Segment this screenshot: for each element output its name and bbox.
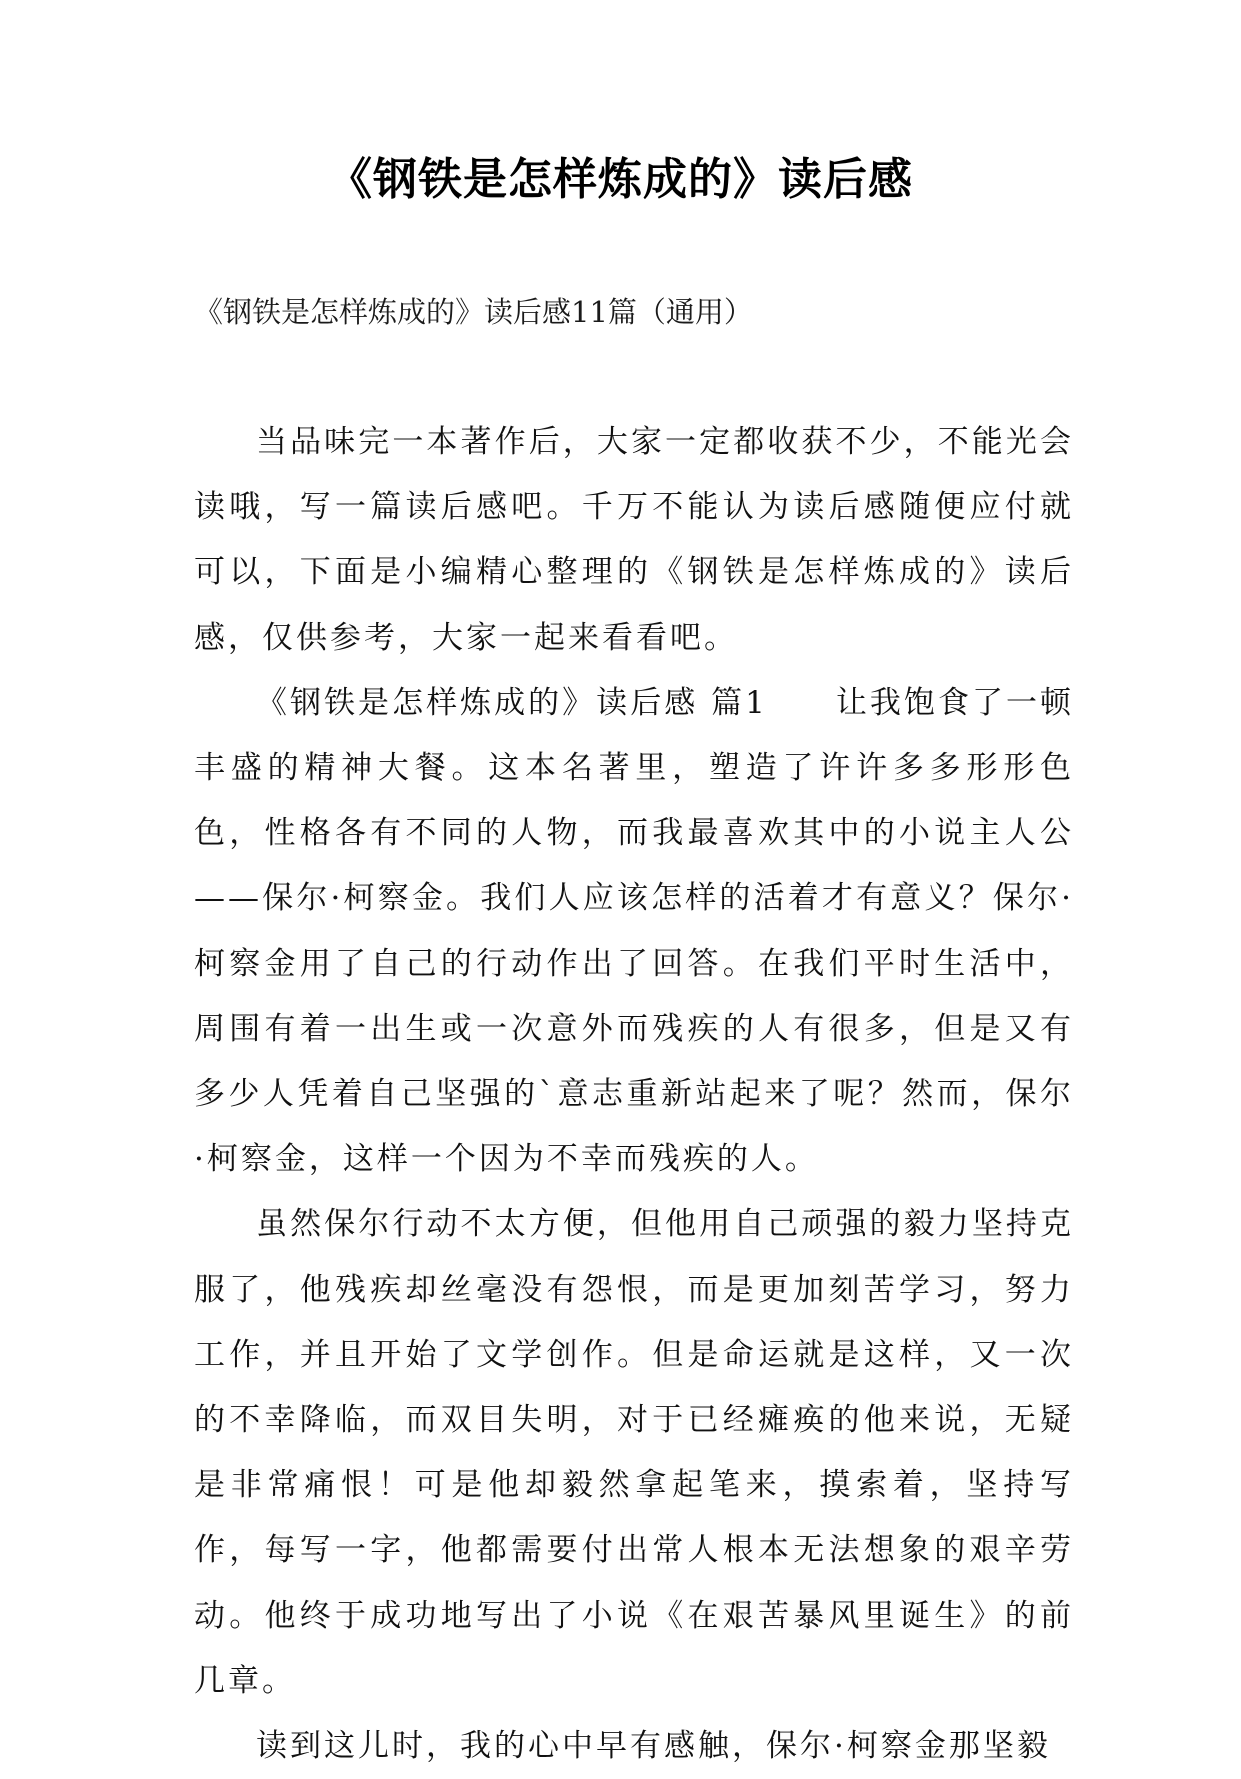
paragraph-intro: 当品味完一本著作后，大家一定都收获不少，不能光会读哦，写一篇读后感吧。千万不能认为读后感随便应付就可以，下面是小编精心整理的《钢铁是怎样炼成的》读后感，仅供参考，大家一起来看看吧。 xyxy=(194,424,1074,656)
document-title: 《钢铁是怎样炼成的》读后感 xyxy=(328,154,913,205)
paragraph-reflection: 读到这儿时，我的心中早有感触，保尔·柯察金那坚毅 xyxy=(256,1728,1051,1765)
paragraph-paul-perseverance: 虽然保尔行动不太方便，但他用自己顽强的毅力坚持克服了，他残疾却丝毫没有怨恨，而是更加刻苦学习，努力工作，并且开始了文学创作。但是命运就是这样，又一次的不幸降临，而双目失明，对于已经瘫痪的他来说，无疑是非常痛恨！可是他却毅然拿起笔来，摸索着，坚持写作，每写一字，他都需要付出常人根本无法想象的艰辛劳动。他终于成功地写出了小说《在艰苦暴风里诞生》的前几章。 xyxy=(194,1206,1074,1699)
document-body xyxy=(194,410,1074,1779)
paragraph-part-1: 《钢铁是怎样炼成的》读后感 篇1 让我饱食了一顿丰盛的精神大餐。这本名著里，塑造了许许多多形形色色，性格各有不同的人物，而我最喜欢其中的小说主人公——保尔·柯察金。我们人应该怎样的活着才有意义？保尔·柯察金用了自己的行动作出了回答。在我们平时生活中，周围有着一出生或一次意外而残疾的人有很多，但是又有多少人凭着自己坚强的`意志重新站起来了呢？然而，保尔·柯察金，这样一个因为不幸而残疾的人。 xyxy=(194,684,1074,1178)
document-subtitle: 《钢铁是怎样炼成的》读后感11篇（通用） xyxy=(194,295,753,329)
